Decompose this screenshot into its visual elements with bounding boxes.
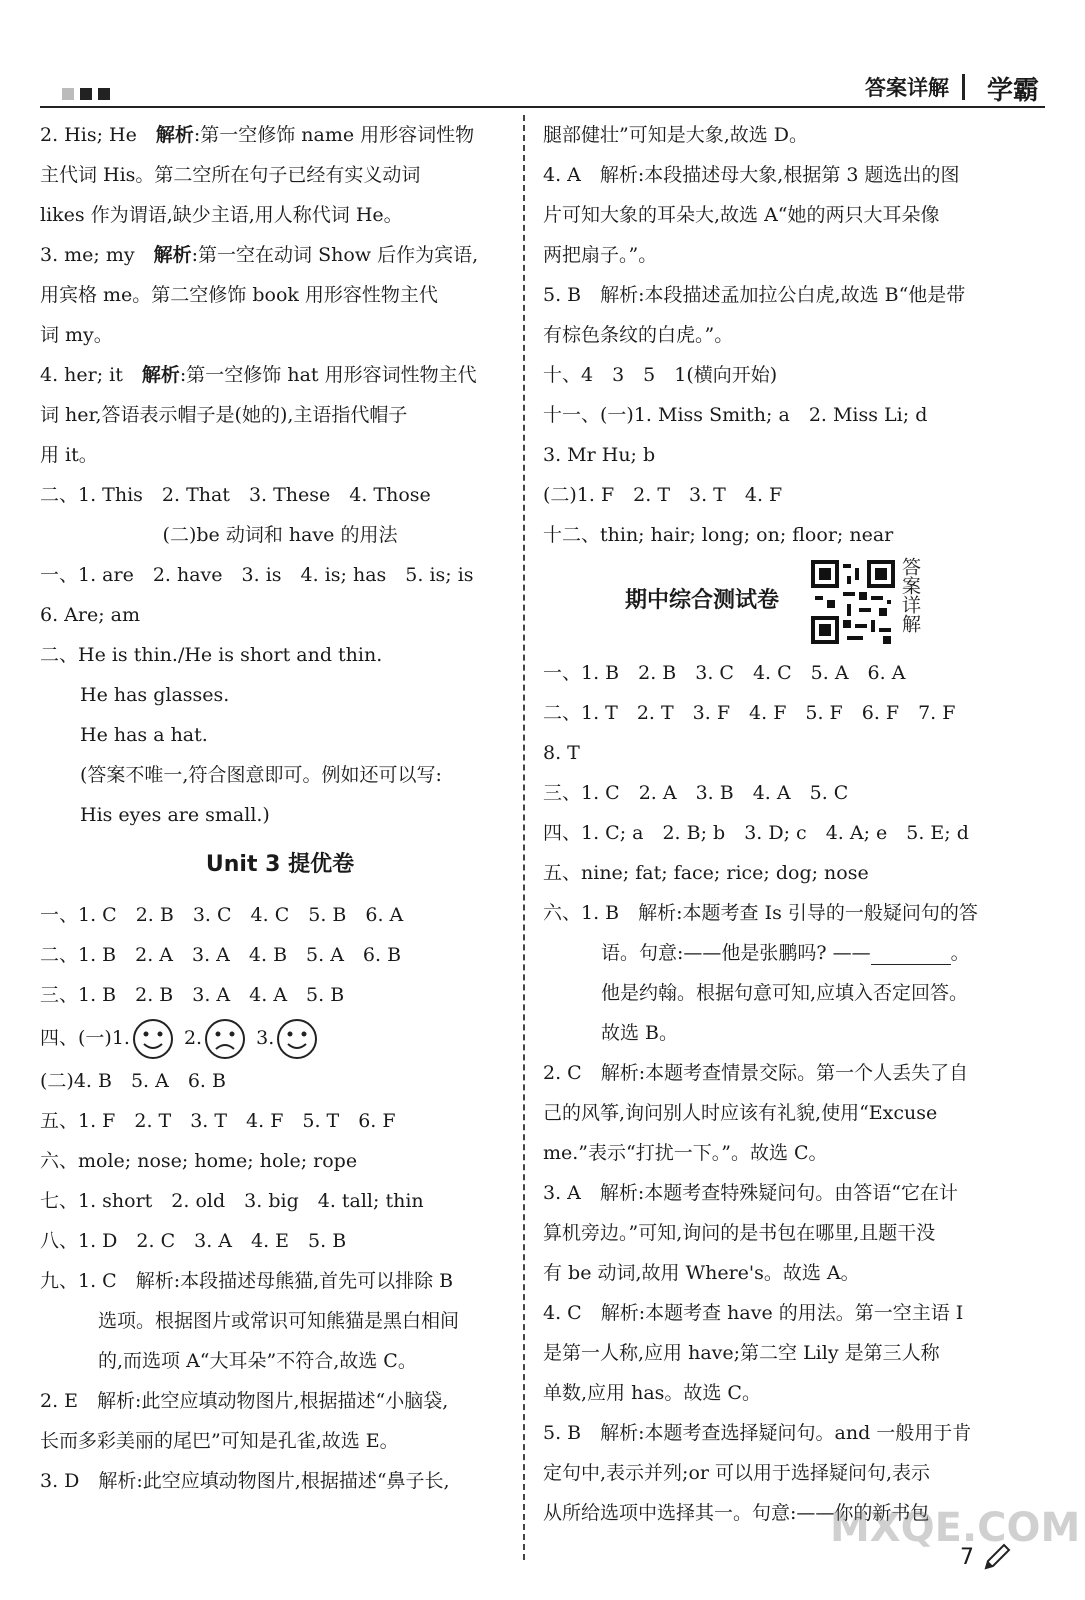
text-line: 腿部健壮”可知是大象,故选 D。: [543, 124, 809, 146]
q6-text: 语。句意:——他是张鹏吗? ——: [601, 942, 871, 964]
text-line: 一、1. C 2. B 3. C 4. C 5. B 6. A: [40, 904, 404, 926]
text-line: 主代词 His。第二空所在句子已经有实义动词: [40, 164, 421, 186]
text-line: 九、1. C 解析:本段描述母熊猫,首先可以排除 B: [40, 1270, 454, 1292]
text-line: 三、1. C 2. A 3. B 4. A 5. C: [543, 782, 849, 804]
text-line: 二、1. This 2. That 3. These 4. Those: [40, 484, 431, 506]
text-line: 3. Mr Hu; b: [543, 444, 656, 466]
text-line: 五、1. F 2. T 3. T 4. F 5. T 6. F: [40, 1110, 396, 1132]
text-line: 用宾格 me。第二空修饰 book 用形容性物主代: [40, 284, 438, 306]
column-divider: [523, 115, 525, 1560]
header-separator: [962, 74, 965, 100]
text-line: 有 be 动词,故用 Where's。故选 A。: [543, 1262, 860, 1284]
text-line: 八、1. D 2. C 3. A 4. E 5. B: [40, 1230, 347, 1252]
text-line: 两把扇子。”。: [543, 244, 658, 266]
subsection-title: (二)be 动词和 have 的用法: [162, 524, 398, 546]
header-squares: [62, 88, 110, 100]
text-line: 5. B 解析:本段描述孟加拉公白虎,故选 B“他是带: [543, 284, 966, 306]
text-line: His eyes are small.): [80, 804, 270, 826]
text-line: 从所给选项中选择其一。句意:——你的新书包: [543, 1502, 930, 1524]
q6-end: 。: [950, 942, 970, 964]
text-line: 3. A 解析:本题考查特殊疑问句。由答语“它在计: [543, 1182, 959, 1204]
text-line: 五、nine; fat; face; rice; dog; nose: [543, 862, 869, 884]
text-line: 十二、thin; hair; long; on; floor; near: [543, 524, 894, 546]
text-line: 故选 B。: [601, 1022, 679, 1044]
page-header: [40, 70, 1045, 108]
text-line: 3. D 解析:此空应填动物图片,根据描述“鼻子长,: [40, 1470, 450, 1492]
smiley-happy-icon: [132, 1018, 174, 1060]
text-line: [543, 933, 1033, 973]
text-line: 算机旁边。”可知,询问的是书包在哪里,且题干没: [543, 1222, 936, 1244]
text-line: likes 作为谓语,缺少主语,用人称代词 He。: [40, 204, 403, 226]
square-icon: [80, 88, 92, 100]
text-line: 有棕色条纹的白虎。”。: [543, 324, 734, 346]
faces-n2: 2.: [183, 1027, 203, 1049]
text-line: 四、1. C; a 2. B; b 3. D; c 4. A; e 5. E; d: [543, 822, 969, 844]
text-line: 选项。根据图片或常识可知熊猫是黑白相间: [98, 1310, 460, 1332]
brand-logo: 学霸: [986, 76, 1039, 106]
text-line: 词 my。: [40, 324, 113, 346]
text-line: (二)4. B 5. A 6. B: [40, 1070, 226, 1092]
text-line: 七、1. short 2. old 3. big 4. tall; thin: [40, 1190, 424, 1212]
text-line: (答案不唯一,符合图意即可。例如还可以写:: [80, 764, 442, 786]
text-line: 片可知大象的耳朵大,故选 A“她的两只大耳朵像: [543, 204, 940, 226]
text-line: 己的风筝,询问别人时应该有礼貌,使用“Excuse: [543, 1102, 938, 1124]
text-line: 是第一人称,应用 have;第二空 Lily 是第三人称: [543, 1342, 940, 1364]
text-line: 六、1. B 解析:本题考查 Is 引导的一般疑问句的答: [543, 902, 978, 924]
section-label: 答案详解: [865, 76, 949, 100]
smiley-sad-icon: [204, 1018, 246, 1060]
text-line: 十、4 3 5 1(横向开始): [543, 364, 778, 386]
text-line: 十一、(一)1. Miss Smith; a 2. Miss Li; d: [543, 404, 928, 426]
text-line: 六、mole; nose; home; hole; rope: [40, 1150, 358, 1172]
text-line: (二)1. F 2. T 3. T 4. F: [543, 484, 783, 506]
text-line: 5. B 解析:本题考查选择疑问句。and 一般用于肯: [543, 1422, 972, 1444]
text-line: 三、1. B 2. B 3. A 4. A 5. B: [40, 984, 345, 1006]
text-line: 用 it。: [40, 444, 98, 466]
unit-title: Unit 3 提优卷: [205, 852, 355, 877]
text-line: 4. C 解析:本题考查 have 的用法。第一空主语 I: [543, 1302, 964, 1324]
text-line: 2. His; He 解析:第一空修饰 name 用形容词性物: [40, 124, 475, 146]
text-line: 4. A 解析:本段描述母大象,根据第 3 题选出的图: [543, 164, 960, 186]
page-number: 7: [960, 1545, 974, 1570]
faces-n3: 3.: [256, 1027, 275, 1049]
text-line: 词 her,答语表示帽子是(她的),主语指代帽子: [40, 404, 408, 426]
text-line: 一、1. are 2. have 3. is 4. is; has 5. is; is: [40, 564, 474, 586]
text-line: 3. me; my 解析:第一空在动词 Show 后作为宾语,: [40, 244, 479, 266]
smiley-happy-icon: [276, 1018, 318, 1060]
text-line: He has a hat.: [80, 724, 208, 746]
text-line: 定句中,表示并列;or 可以用于选择疑问句,表示: [543, 1462, 931, 1484]
text-line: He has glasses.: [80, 684, 230, 706]
text-line: 2. C 解析:本题考查情景交际。第一个人丢失了自: [543, 1062, 969, 1084]
faces-prefix: 四、(一)1.: [40, 1027, 130, 1049]
text-line: 4. her; it 解析:第一空修饰 hat 用形容词性物主代: [40, 364, 477, 386]
answer-blank: [871, 944, 951, 965]
text-line: 二、He is thin./He is short and thin.: [40, 644, 383, 666]
right-column: [543, 115, 1033, 1533]
watermark: MXQE.COM: [830, 1505, 1081, 1551]
qr-label: 答案详解: [899, 557, 921, 633]
text-line: me.”表示“打扰一下。”。故选 C。: [543, 1142, 828, 1164]
text-line: 6. Are; am: [40, 604, 141, 626]
text-line: 二、1. T 2. T 3. F 4. F 5. F 6. F 7. F: [543, 702, 956, 724]
text-line: 2. E 解析:此空应填动物图片,根据描述“小脑袋,: [40, 1390, 449, 1412]
qr-code-icon[interactable]: [811, 560, 895, 644]
text-line: 二、1. B 2. A 3. A 4. B 5. A 6. B: [40, 944, 402, 966]
text-line: 单数,应用 has。故选 C。: [543, 1382, 761, 1404]
exam-title: 期中综合测试卷: [625, 588, 780, 613]
text-line: 他是约翰。根据句意可知,应填入否定回答。: [601, 982, 969, 1004]
left-column: [40, 115, 520, 1501]
text-line: 一、1. B 2. B 3. C 4. C 5. A 6. A: [543, 662, 906, 684]
square-icon: [62, 88, 74, 100]
exam-header: [543, 555, 1033, 653]
text-line: 长而多彩美丽的尾巴”可知是孔雀,故选 E。: [40, 1430, 399, 1452]
faces-row: [40, 1015, 520, 1061]
square-icon: [98, 88, 110, 100]
text-line: 的,而选项 A“大耳朵”不符合,故选 C。: [98, 1350, 417, 1372]
text-line: 8. T: [543, 742, 580, 764]
